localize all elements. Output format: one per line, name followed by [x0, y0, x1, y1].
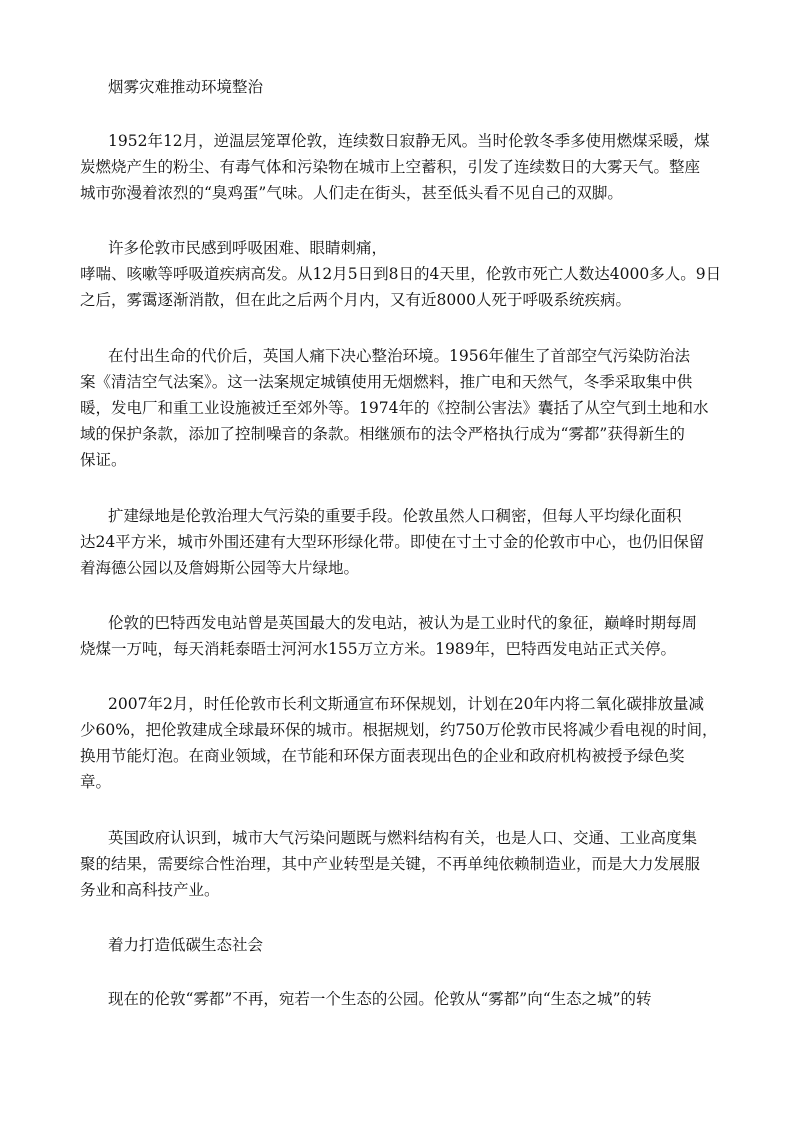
- paragraph-line: 哮喘、咳嗽等呼吸道疾病高发。从12月5日到8日的4天里，伦敦市死亡人数达4000多人。9日: [80, 265, 722, 283]
- paragraph-line: 暖，发电厂和重工业设施被迁至郊外等。1974年的《控制公害法》囊括了从空气到土地和水: [80, 399, 709, 417]
- paragraph-line: 扩建绿地是伦敦治理大气污染的重要手段。伦敦虽然人口稠密，但每人平均绿化面积: [108, 507, 682, 525]
- paragraph-line: 换用节能灯泡。在商业领域，在节能和环保方面表现出色的企业和政府机构被授予绿色奖: [80, 747, 685, 765]
- paragraph-line: 城市弥漫着浓烈的“臭鸡蛋”气味。人们走在街头，甚至低头看不见自己的双脚。: [80, 184, 623, 202]
- paragraph-8: [80, 986, 720, 1012]
- paragraph-line: 1952年12月，逆温层笼罩伦敦，连续数日寂静无风。当时伦敦冬季多使用燃煤采暖，煤: [108, 132, 710, 150]
- paragraph-line: 许多伦敦市民感到呼吸困难、眼睛刺痛，: [108, 239, 388, 257]
- paragraph-2: [80, 235, 720, 313]
- paragraph-line: 伦敦的巴特西发电站曾是英国最大的发电站，被认为是工业时代的象征，巅峰时期每周: [108, 614, 698, 632]
- paragraph-line: 案《清洁空气法案》。这一法案规定城镇使用无烟燃料，推广电和天然气，冬季采取集中供: [80, 373, 693, 391]
- paragraph-line: 少60%，把伦敦建成全球最环保的城市。根据规划，约750万伦敦市民将减少看电视的时间，: [80, 721, 718, 739]
- paragraph-5: [80, 610, 720, 662]
- paragraph-line: 务业和高科技产业。: [80, 881, 220, 899]
- paragraph-line: 在付出生命的代价后，英国人痛下决心整治环境。1956年催生了首部空气污染防治法: [108, 347, 690, 365]
- paragraph-line: 之后，雾霭逐渐消散，但在此之后两个月内，又有近8000人死于呼吸系统疾病。: [80, 291, 631, 309]
- paragraph-line: 域的保护条款，添加了控制噪音的条款。相继颁布的法令严格执行成为“雾都”获得新生的: [80, 425, 685, 443]
- paragraph-1: [80, 128, 720, 206]
- paragraph-3: [80, 343, 720, 473]
- paragraph-line: 章。: [80, 773, 112, 791]
- paragraph-line: 达24平方米，城市外围还建有大型环形绿化带。即使在寸土寸金的伦敦市中心，也仍旧保留: [80, 533, 705, 551]
- paragraph-line: 炭燃烧产生的粉尘、有毒气体和污染物在城市上空蓄积，引发了连续数日的大雾天气。整座: [80, 158, 701, 176]
- paragraph-6: [80, 691, 720, 795]
- paragraph-line: 现在的伦敦“雾都”不再，宛若一个生态的公园。伦敦从“雾都”向“生态之城”的转: [108, 990, 652, 1008]
- paragraph-4: [80, 503, 720, 581]
- paragraph-line: 聚的结果，需要综合性治理，其中产业转型是关键，不再单纯依赖制造业，而是大力发展服: [80, 855, 701, 873]
- heading-text: 着力打造低碳生态社会: [108, 936, 264, 954]
- paragraph-line: 烧煤一万吨，每天消耗泰晤士河河水155万立方米。1989年，巴特西发电站正式关停。: [80, 640, 677, 658]
- paragraph-7: [80, 825, 720, 903]
- paragraph-line: 着海德公园以及詹姆斯公园等大片绿地。: [80, 559, 360, 577]
- paragraph-line: 英国政府认识到，城市大气污染问题既与燃料结构有关，也是人口、交通、工业高度集: [108, 829, 698, 847]
- paragraph-line: 2007年2月，时任伦敦市长利文斯通宣布环保规划，计划在20年内将二氧化碳排放量减: [108, 695, 705, 713]
- section-heading-smog-disaster: [80, 74, 720, 100]
- section-heading-low-carbon: [80, 932, 720, 958]
- heading-text: 烟雾灾难推动环境整治: [108, 78, 264, 96]
- paragraph-line: 保证。: [80, 451, 127, 469]
